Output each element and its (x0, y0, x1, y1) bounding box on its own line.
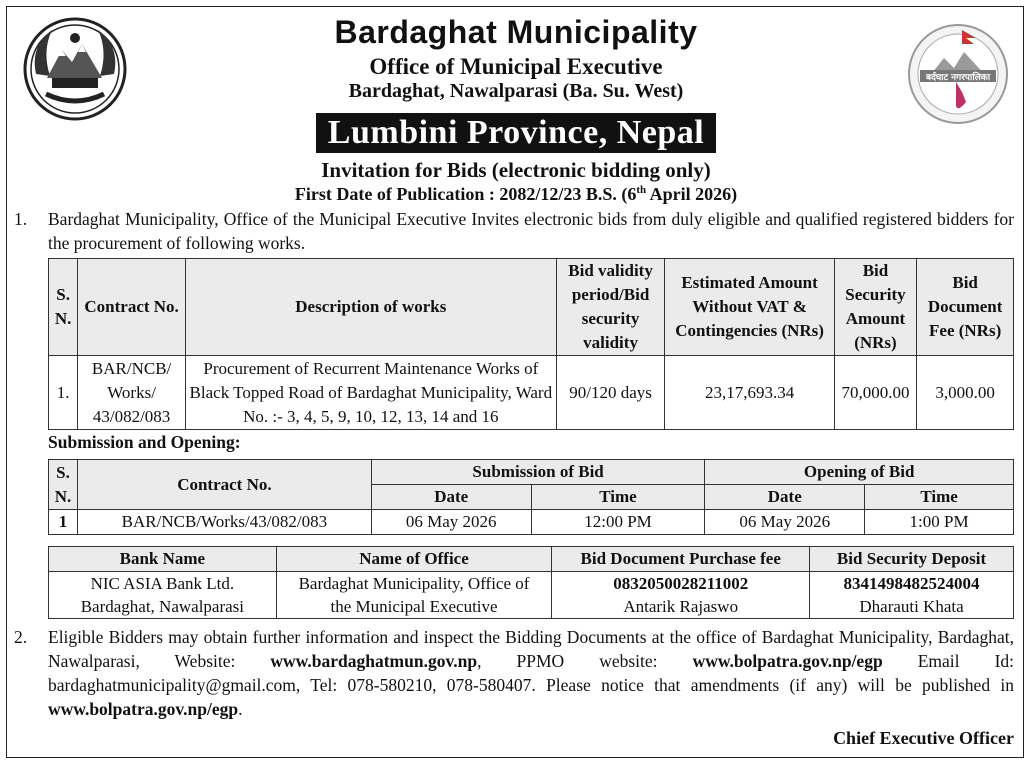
cell-sn: 1 (49, 510, 78, 535)
publication-date: First Date of Publication : 2082/12/23 B.S. (6th April 2026) (294, 184, 738, 204)
office-title: Office of Municipal Executive (369, 54, 663, 79)
table-row (49, 356, 1014, 430)
cell-bank: NIC ASIA Bank Ltd. Bardaghat, Nawalparasi (49, 572, 277, 619)
header-bank: Bank Name (49, 547, 277, 572)
ppmo-link[interactable]: www.bolpatra.gov.np/egp (692, 651, 883, 671)
header-contract: Contract No. (77, 460, 371, 510)
cell-sub-time: 12:00 PM (531, 510, 705, 535)
header-open-time: Time (865, 485, 1014, 510)
header-sn: S. N. (49, 259, 78, 356)
invitation-title: Invitation for Bids (electronic bidding only) (321, 158, 711, 182)
header-sub-date: Date (371, 485, 531, 510)
header-sub-time: Time (531, 485, 705, 510)
cell-security: 70,000.00 (834, 356, 917, 430)
table-row (49, 572, 1014, 619)
cell-sn: 1. (49, 356, 78, 430)
header-deposit: Bid Security Deposit (810, 547, 1014, 572)
cell-purchase: 0832050028211002 Antarik Rajaswo (552, 572, 810, 619)
header-fee: Bid Document Fee (NRs) (917, 259, 1014, 356)
header-estimate: Estimated Amount Without VAT & Contingencies (NRs) (665, 259, 834, 356)
cell-office: Bardaghat Municipality, Office of the Municipal Executive (276, 572, 552, 619)
cell-sub-date: 06 May 2026 (371, 510, 531, 535)
header-validity: Bid validity period/Bid security validity (556, 259, 665, 356)
header-purchase: Bid Document Purchase fee (552, 547, 810, 572)
paragraph-1: 1. Bardaghat Municipality, Office of the Municipal Executive Invites electronic bids from duly eligible and qualified registered bidders for the procurement of following works. (14, 209, 1014, 253)
cell-validity: 90/120 days (556, 356, 665, 430)
cell-open-date: 06 May 2026 (705, 510, 865, 535)
cell-open-time: 1:00 PM (865, 510, 1014, 535)
egp-link[interactable]: www.bolpatra.gov.np/egp (48, 699, 239, 719)
cell-deposit: 8341498482524004 Dharauti Khata (810, 572, 1014, 619)
cell-contract: BAR/NCB/ Works/ 43/082/083 (78, 356, 186, 430)
header-sn: S. N. (49, 460, 78, 510)
header-contract: Contract No. (78, 259, 186, 356)
header-opening: Opening of Bid (705, 460, 1014, 485)
municipality-title: Bardaghat Municipality (334, 14, 698, 50)
table-row (49, 510, 1014, 535)
submission-title: Submission and Opening: (48, 432, 241, 452)
bank-table (48, 546, 1014, 619)
website-link[interactable]: www.bardaghatmun.gov.np (270, 651, 478, 671)
header-open-date: Date (705, 485, 865, 510)
cell-fee: 3,000.00 (917, 356, 1014, 430)
header-description: Description of works (185, 259, 556, 356)
cell-contract: BAR/NCB/Works/43/082/083 (77, 510, 371, 535)
cell-estimate: 23,17,693.34 (665, 356, 834, 430)
signature: Chief Executive Officer (833, 728, 1014, 748)
header-office: Name of Office (276, 547, 552, 572)
province-banner: Lumbini Province, Nepal (316, 113, 716, 153)
submission-table (48, 459, 1014, 535)
seal-text: बर्दघाट नगरपालिका (925, 73, 991, 83)
works-table (48, 258, 1014, 430)
paragraph-2: 2. Eligible Bidders may obtain further information and inspect the Bidding Documents at the office of Bardaghat Municipality, Bardaghat, Nawalparasi, Website: www.bardaghatmun.gov.np, PPMO website: www.bolpatra.gov.np/egp Email Id: bardaghatmunicipality@gmail.com, Tel: 078-580210, 078-580407. Please notice that amendments (if any) will be published in www.bolpatra.gov.np/egp. (14, 627, 1015, 719)
cell-description: Procurement of Recurrent Maintenance Works of Black Topped Road of Bardaghat Municipality, Ward No. :- 3, 4, 5, 9, 10, 12, 13, 14 and 16 (185, 356, 556, 430)
header-submission: Submission of Bid (371, 460, 705, 485)
address-line: Bardaghat, Nawalparasi (Ba. Su. West) (348, 80, 684, 102)
header-security: Bid Security Amount (NRs) (834, 259, 917, 356)
